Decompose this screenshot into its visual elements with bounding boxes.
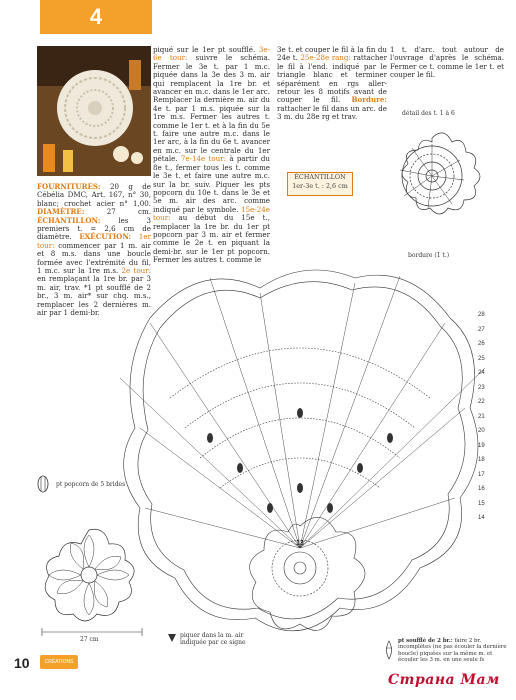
row-number: 26: [478, 341, 485, 347]
col2-text-4: au début du 15e t., remplacer la 1re br. du 1er pt popcorn par 3 m. air et fermer comme le 2e t. en piquant la demi-br. sur le 1er pt popcorn. Fermer les autres t. comme le: [153, 213, 270, 265]
col2-tour-a: 3e-6e tour:: [153, 45, 270, 63]
col2-tour-c: 15e-24e tour:: [153, 204, 270, 223]
row-number: 15: [478, 500, 485, 507]
center-round-number: 13: [296, 540, 304, 547]
watermark: Страна Мам: [388, 672, 500, 688]
triangle-marker-icon: [168, 634, 176, 642]
page-number: 10: [14, 655, 30, 671]
doily-photo: [37, 46, 151, 176]
row-number: 14: [478, 515, 485, 521]
diametre-label: DIAMÈTRE:: [37, 207, 85, 217]
col2-text-1: piqué sur le 1er pt soufflé.: [153, 45, 256, 54]
instructions-column-4: [390, 46, 504, 80]
col3-tour-a: 25e-28e rang:: [297, 53, 351, 63]
dimension-line: [40, 628, 144, 636]
row-number: 28: [478, 312, 485, 318]
row-number: 18: [478, 457, 485, 463]
row-number: 27: [478, 326, 485, 333]
tour1-label: 1er tour:: [37, 232, 151, 250]
execution-label: EXÉCUTION:: [79, 232, 132, 242]
brand-logo: CRÉATIONS: [40, 655, 78, 669]
bordure-label: Bordure:: [351, 95, 387, 105]
echantillon-box: [287, 172, 353, 196]
row-number: 24: [478, 370, 485, 376]
popcorn-icon: [36, 474, 50, 494]
col3-text-2: rattacher le fil à l'end. indiqué par le triangle blanc et terminer séparément en rgs aller-retour les 8 motifs avant de couper le fil.: [277, 53, 387, 105]
echantillon-box-title: ÉCHANTILLON: [294, 173, 346, 181]
piquer-note: piquer dans la m. air indiquée par ce signe: [180, 632, 246, 646]
diametre-text: 27 cm.: [84, 207, 151, 217]
echantillon-label: ÉCHANTILLON:: [37, 215, 101, 225]
souffle-legend-text: faire 2 br. incomplètes (ne pas écouler la dernière boucle) piquées sur la même m. et écouler les 3 m. en une seule fs: [398, 638, 507, 664]
souffle-legend: [398, 638, 510, 664]
execution-text-1: commencer par 1 m. air et 8 m.s. dans une boucle formée avec l'extrémité du fil, 1 m.c. sur la 1re m.s.: [37, 240, 151, 276]
col2-text-3: à partir du 8e t., fermer tous les t. comme le 3e t. et faire une autre m.c. sur la br. suiv. Piquer les pts popcorn du 10e t. dans le 3e et 5e m. air des arc. comme indiqué par le symbole.: [153, 154, 270, 214]
main-crochet-chart: [90, 258, 510, 656]
echantillon-text: les 3 premiers t. = 2,6 cm de diamètre.: [37, 215, 151, 242]
col4-text-1: 1 t. d'arc. tout autour de l'ouvrage d'après le schéma. Fermer ce t. comme le 1er t. et couper le fil.: [390, 45, 504, 80]
souffle-stitch-icon: [384, 640, 394, 660]
overview-motif-diagram: [34, 520, 144, 630]
bordure-diagram-label: bordure (1 t.): [408, 252, 450, 259]
row-number: 17: [478, 471, 485, 478]
pattern-number-badge: [40, 0, 152, 34]
instructions-column-2: [153, 46, 270, 265]
echantillon-box-subtitle: 1er-3e t. : 2,6 cm: [292, 182, 348, 190]
tour2-label: 2e tour:: [118, 266, 151, 276]
doily-photo-image: [37, 46, 151, 176]
col3-text-1: 3e t. et couper le fil à la fin du 24e t.: [277, 45, 387, 63]
instructions-column-3: [277, 46, 387, 122]
detail-label: détail des t. 1 à 6: [402, 110, 455, 117]
row-number: 20: [478, 428, 485, 434]
row-number: 22: [478, 399, 485, 405]
bordure-text: rattacher le fil dans un arc. de 3 m. du 28e rg et trav.: [277, 103, 387, 122]
detail-motif-diagram: [370, 118, 500, 236]
col2-tour-b: 7e-14e tour:: [177, 154, 226, 164]
souffle-legend-title: pt soufflé de 2 br.:: [398, 638, 453, 644]
row-number: 25: [478, 355, 485, 362]
execution-text-2: en remplaçant la 1re br. par 3 m. air, trav. *1 pt soufflé de 2 br., 3 m. air* sur chq. m.s., remplacer les 2 dernières m. air par 1 demi-br.: [37, 274, 151, 318]
row-number: 16: [478, 486, 485, 492]
col2-text-2: suivre le schéma. Fermer le 3e t. par 1 m.c. piquée dans la 3e des 3 m. air qui remplacent la 1re br. et avancer en m.c. dans le 1er arc. Remplacer la dernière m. air du 4e t. par 1 m.s. piquée sur la 1re m.s. Fermer les autres t. comme le 1er t. et à la fin du 5e t. faire une autre m.c. dans le 1er arc, à la fin du 6e t. avancer en m.c. sur le centrale du 1er pétale.: [153, 53, 270, 164]
dimension-label: 27 cm: [80, 636, 99, 643]
pattern-number: 4: [89, 4, 103, 29]
row-number: 21: [478, 413, 485, 420]
popcorn-legend-label: pt popcorn de 5 brides: [56, 481, 126, 488]
row-number: 23: [478, 384, 485, 391]
fournitures-text: 20 g de Cébélia DMC, Art. 167, n° 30, blanc; crochet acier n° 1,00.: [37, 182, 151, 208]
row-number: 19: [478, 442, 485, 449]
fournitures-label: FOURNITURES:: [37, 182, 101, 191]
row-numbers: [478, 308, 502, 526]
